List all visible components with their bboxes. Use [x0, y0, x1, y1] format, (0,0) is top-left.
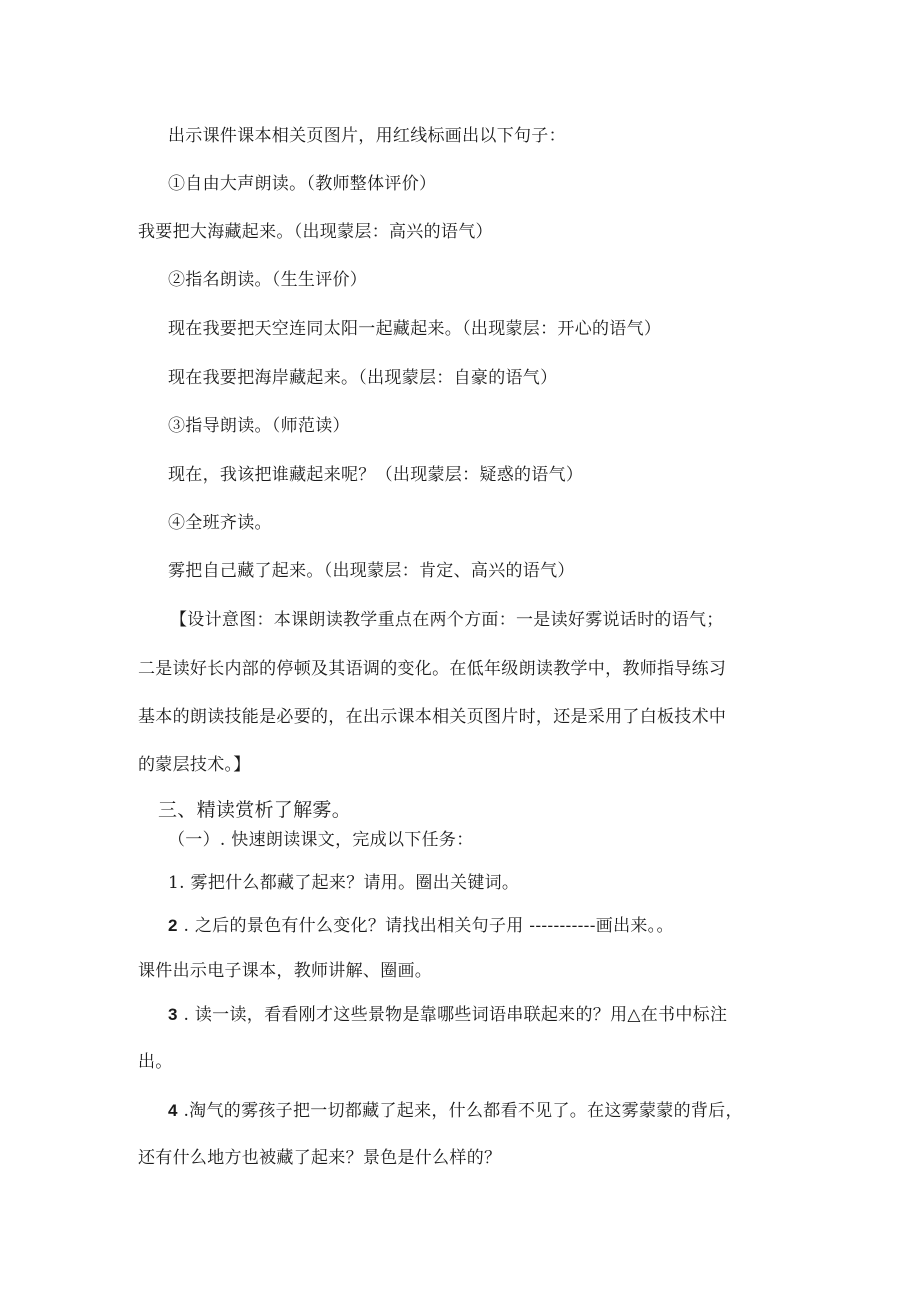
text-line: ③指导朗读。（师范读）: [168, 416, 350, 436]
text-line: 现在我要把天空连同太阳一起藏起来。（出现蒙层：开心的语气）: [168, 319, 662, 339]
task-line: 1. 雾把什么都藏了起来？请用。圈出关键词。: [168, 873, 520, 893]
text-line: ①自由大声朗读。（教师整体评价）: [168, 174, 437, 194]
design-intent-line: 二是读好长内部的停顿及其语调的变化。在低年级朗读教学中，教师指导练习: [138, 659, 727, 679]
text-line: ②指名朗读。（生生评价）: [168, 270, 368, 290]
text-line: 出示课件课本相关页图片，用红线标画出以下句子：: [168, 126, 566, 146]
text-line: 还有什么地方也被藏了起来？景色是什么样的？: [138, 1148, 502, 1168]
text-line: ④全班齐读。: [168, 513, 272, 533]
task-line: [168, 1004, 727, 1026]
task-text: .淘气的雾孩子把一切都藏了起来，什么都看不见了。在这雾蒙蒙的背后，: [177, 1101, 743, 1121]
design-intent-line: 的蒙层技术。】: [138, 755, 251, 775]
text-line: 我要把大海藏起来。（出现蒙层：高兴的语气）: [138, 222, 493, 242]
text-line: 现在，我该把谁藏起来呢？（出现蒙层：疑惑的语气）: [168, 465, 584, 485]
task-line: [168, 1100, 743, 1122]
text-line: 课件出示电子课本，教师讲解、圈画。: [138, 961, 433, 981]
task-text: . 之后的景色有什么变化？请找出相关句子用 -----------画出来。。: [177, 916, 674, 936]
task-number: 4: [168, 1101, 178, 1120]
task-text: . 读一读，看看刚才这些景物是靠哪些词语串联起来的？用△在书中标注: [177, 1005, 728, 1025]
task-line: [168, 915, 674, 937]
section-heading: 三、精读赏析了解雾。: [158, 799, 352, 821]
design-intent-line: 基本的朗读技能是必要的，在出示课本相关页图片时，还是采用了白板技术中: [138, 707, 727, 727]
text-line: 雾把自己藏了起来。（出现蒙层：肯定、高兴的语气）: [168, 561, 575, 581]
design-intent-line: 【设计意图：本课朗读教学重点在两个方面：一是读好雾说话时的语气；: [170, 610, 724, 630]
task-number: 2: [168, 916, 178, 935]
subsection-heading: （一）. 快速朗读课文，完成以下任务：: [168, 830, 474, 850]
text-line: 现在我要把海岸藏起来。（出现蒙层：自豪的语气）: [168, 368, 558, 388]
task-number: 3: [168, 1005, 178, 1024]
text-line: 出。: [138, 1052, 173, 1072]
